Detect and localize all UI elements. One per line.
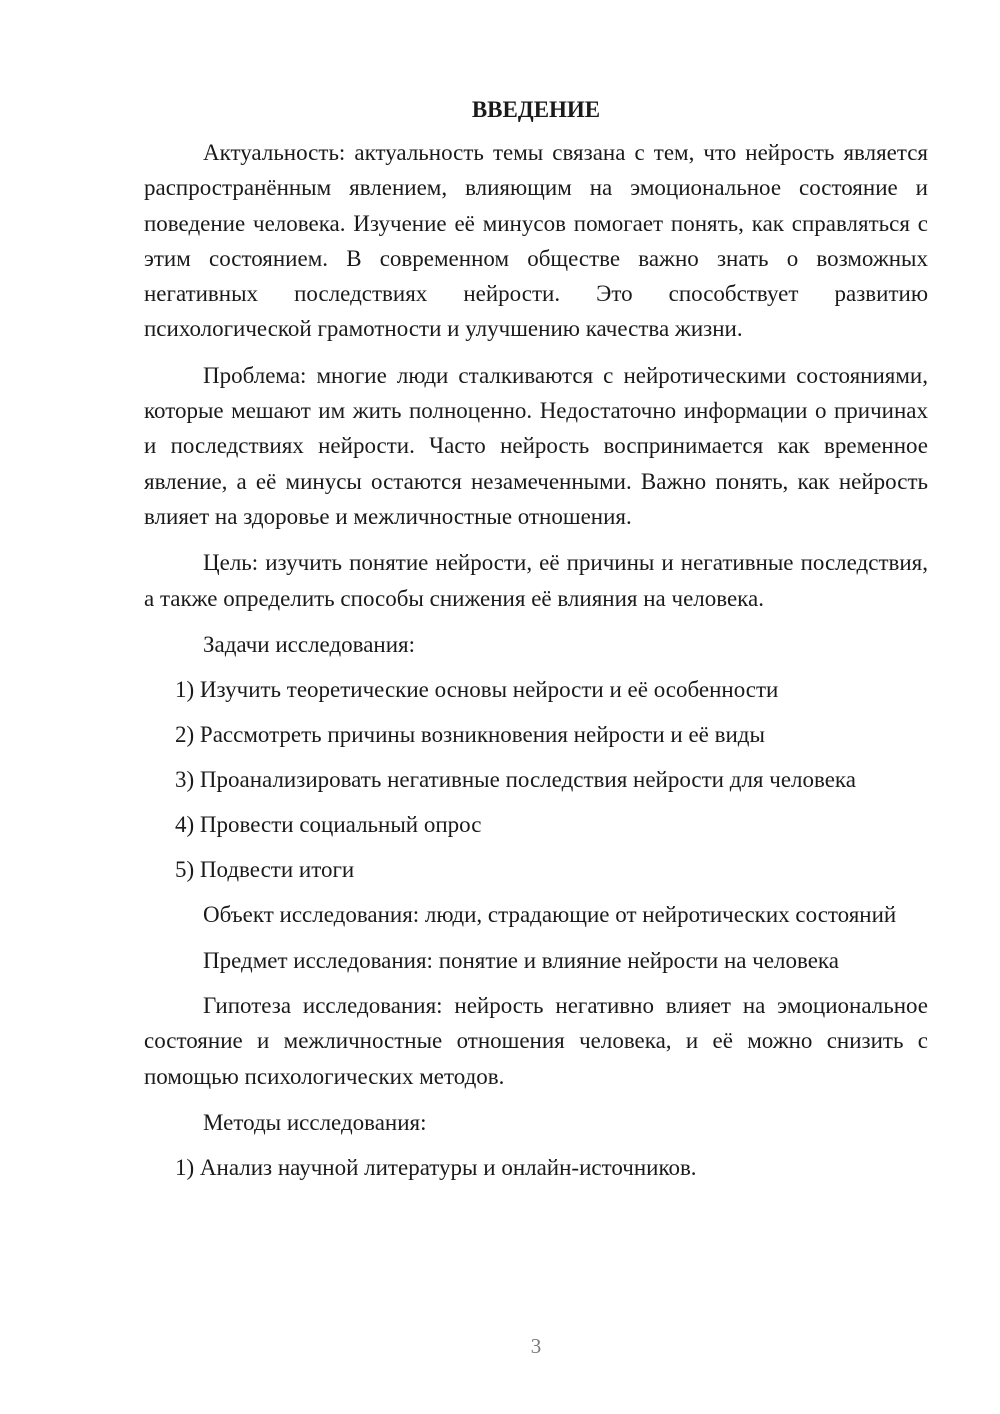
object-paragraph: Объект исследования: люди, страдающие от нейротических состояний <box>203 901 897 927</box>
goal-paragraph: Цель: изучить понятие нейрости, её причины и негативные последствия, а также определить способы снижения её влияния на человека. <box>144 550 928 611</box>
page-title: ВВЕДЕНИЕ <box>471 97 601 122</box>
task-item: 2) Рассмотреть причины возникновения нейрости и её виды <box>175 721 765 747</box>
document-page <box>144 92 928 1195</box>
tasks-list <box>144 672 928 887</box>
page-number: 3 <box>530 1334 542 1358</box>
task-item: 3) Проанализировать негативные последствия нейрости для человека <box>175 766 856 792</box>
tasks-heading: Задачи исследования: <box>203 631 416 657</box>
hypothesis-paragraph: Гипотеза исследования: нейрость негативно влияет на эмоциональное состояние и межличностные отношения человека, и её можно снизить с помощью психологических методов. <box>144 993 928 1089</box>
task-item: 1) Изучить теоретические основы нейрости и её особенности <box>175 676 779 702</box>
methods-list <box>144 1150 928 1185</box>
task-item: 5) Подвести итоги <box>175 856 355 882</box>
task-item: 4) Провести социальный опрос <box>175 811 482 837</box>
methods-heading: Методы исследования: <box>203 1110 427 1136</box>
method-item: 1) Анализ научной литературы и онлайн-источников. <box>175 1155 697 1181</box>
relevance-paragraph: Актуальность: актуальность темы связана с тем, что нейрость является распространённым явлением, влияющим на эмоциональное состояние и поведение человека. Изучение её минусов помогает понять, как справляться с этим состоянием. В современном обществе важно знать о возможных негативных последствиях нейрости. Это способствует развитию психологической грамотности и улучшению качества жизни. <box>144 140 928 342</box>
problem-paragraph: Проблема: многие люди сталкиваются с нейротическими состояниями, которые мешают им жить полноценно. Недостаточно информации о причинах и последствиях нейрости. Часто нейрость воспринимается как временное явление, а её минусы остаются незамеченными. Важно понять, как нейрость влияет на здоровье и межличностные отношения. <box>144 362 928 529</box>
subject-paragraph: Предмет исследования: понятие и влияние нейрости на человека <box>203 948 839 974</box>
